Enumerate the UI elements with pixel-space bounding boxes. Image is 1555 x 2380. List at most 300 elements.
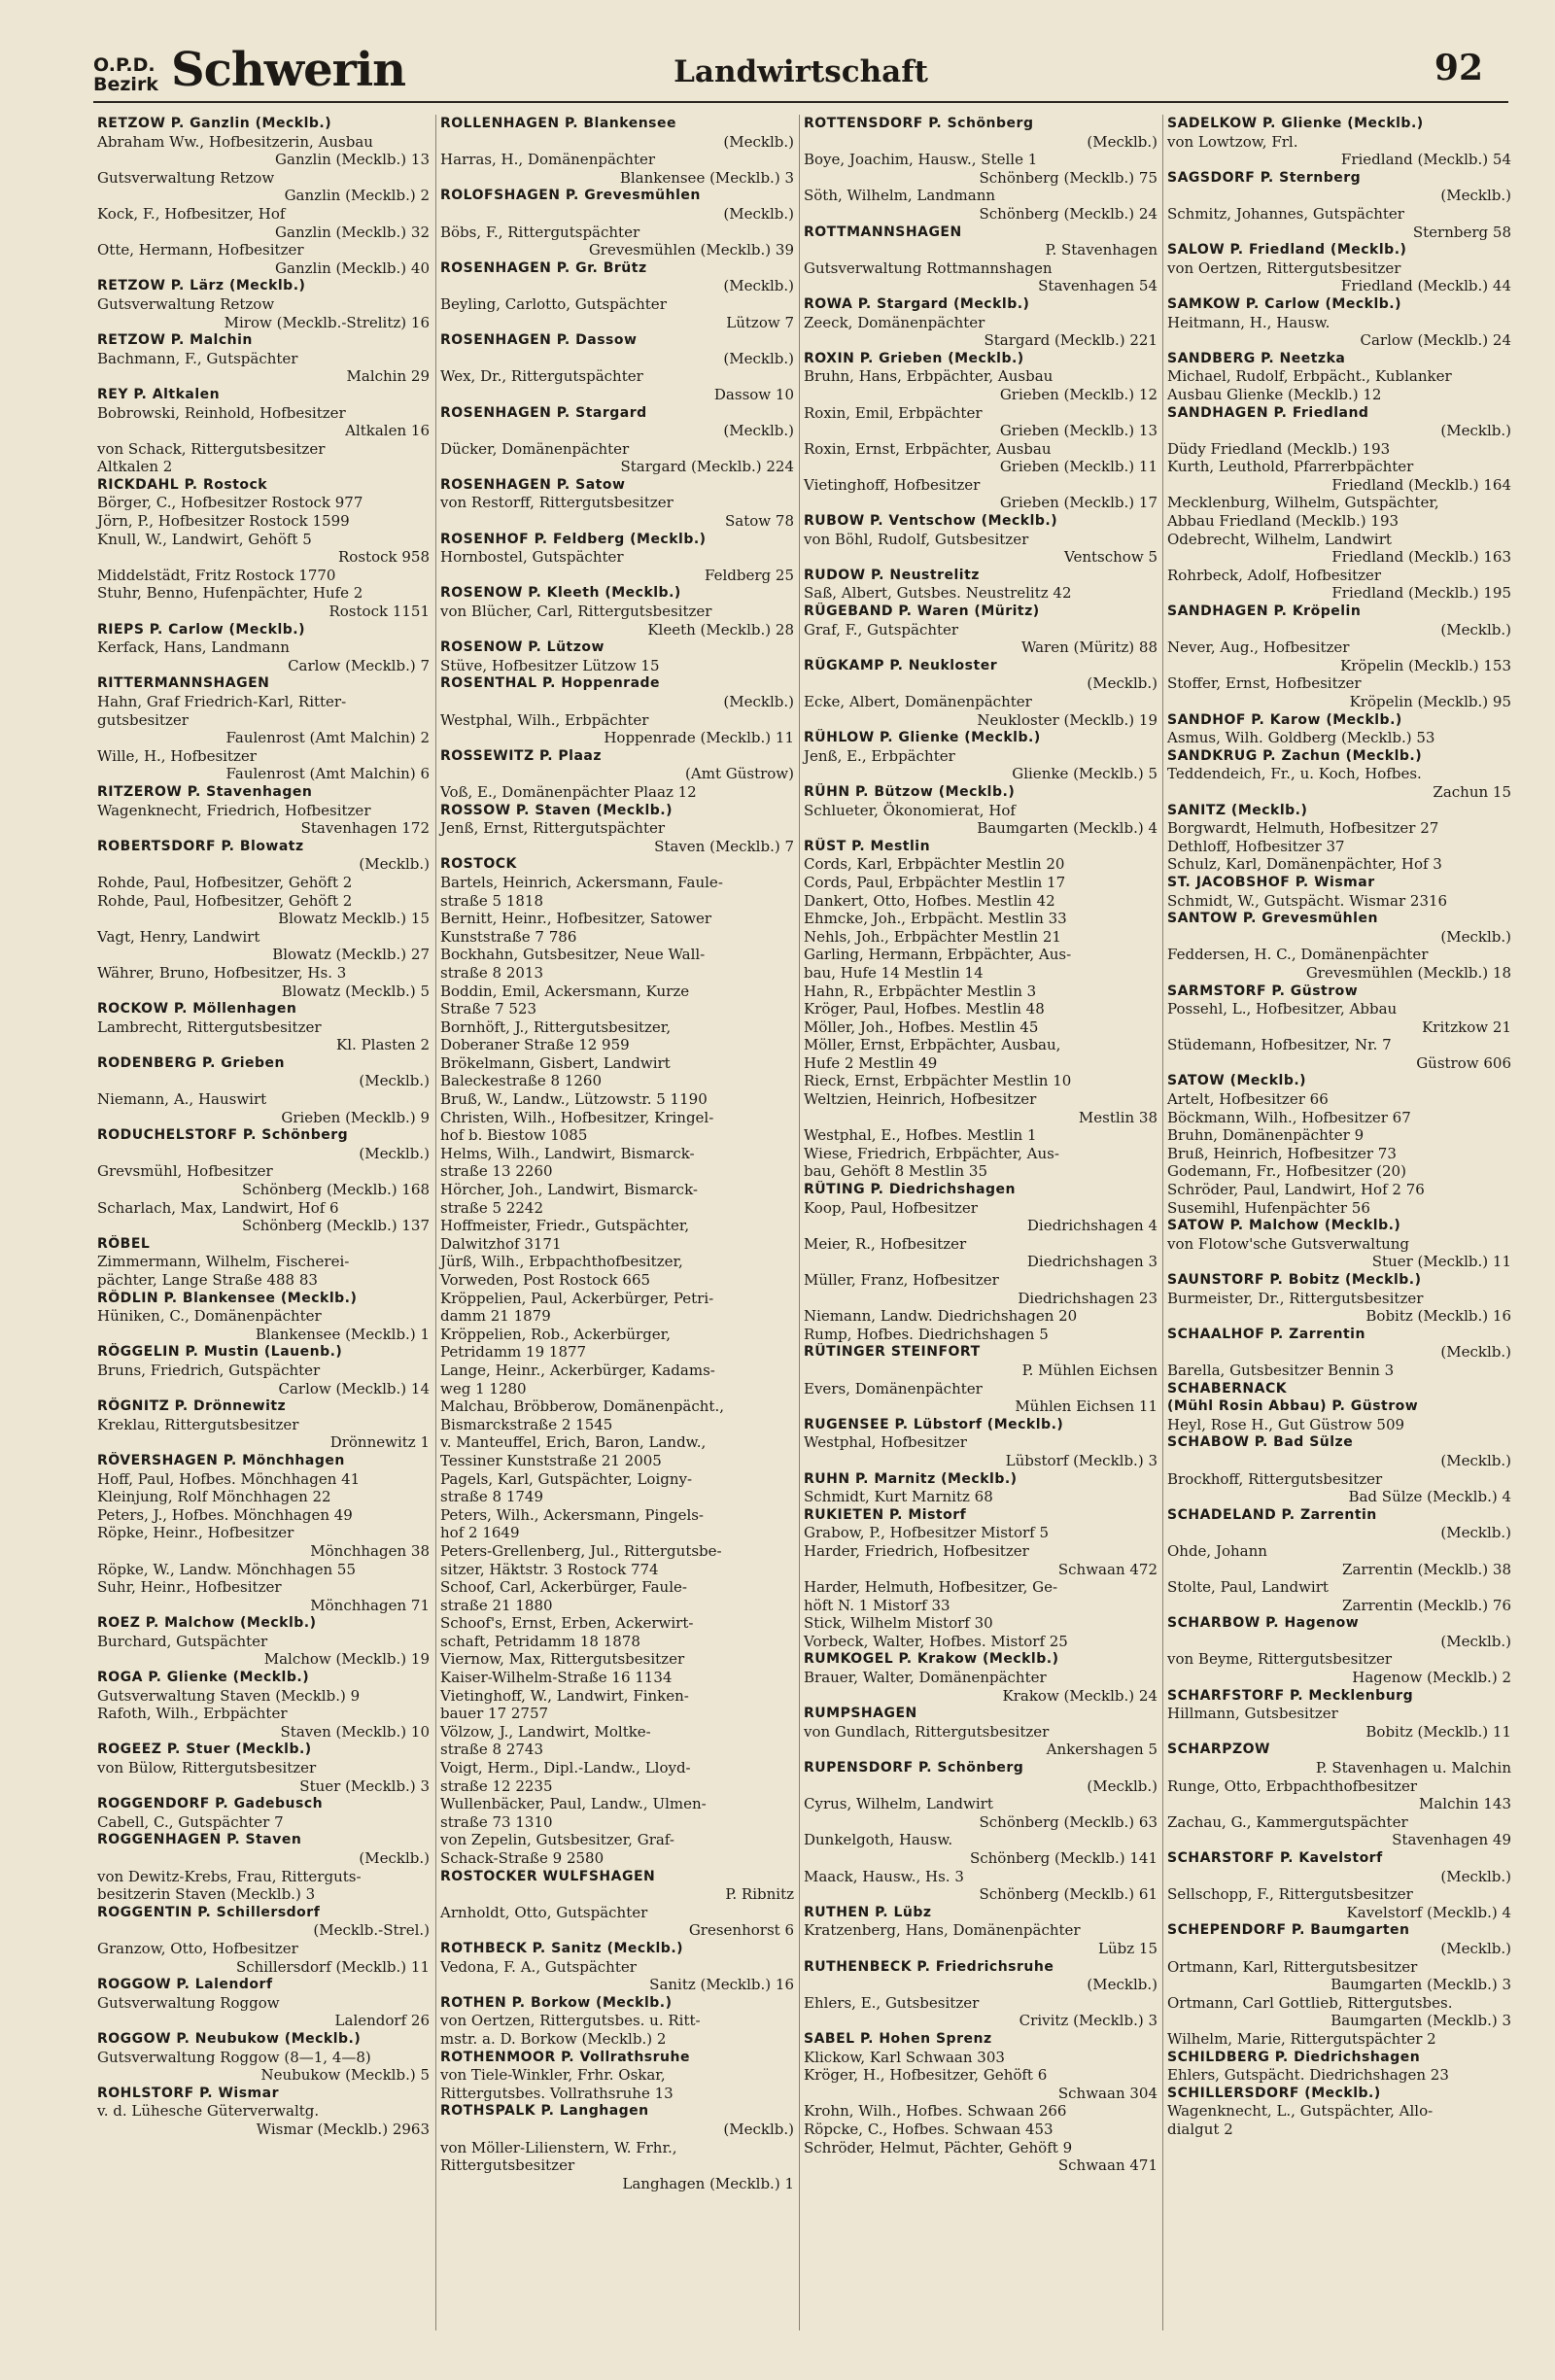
entry-line: von Schack, Rittergutsbesitzer xyxy=(97,439,326,458)
entry-line: Mönchhagen 38 xyxy=(310,1541,430,1560)
place-heading: ROGEEZ P. Stuer (Mecklb.) xyxy=(97,1742,312,1758)
entry-line: Never, Aug., Hofbesitzer xyxy=(1167,638,1350,657)
entry-line: Teddendeich, Fr., u. Koch, Hofbes. xyxy=(1167,765,1422,783)
entry-line: (Mecklb.) xyxy=(723,422,794,440)
place-heading: SAGSDORF P. Sternberg xyxy=(1167,169,1362,186)
entry-line: (Mecklb.) xyxy=(1440,1632,1511,1650)
entry-line: Westphal, Hofbesitzer xyxy=(804,1433,967,1452)
entry-line: Blowatz (Mecklb.) 27 xyxy=(272,946,430,964)
entry-line: Brökelmann, Gisbert, Landwirt xyxy=(440,1053,671,1072)
entry-line: Schwaan 304 xyxy=(1057,2084,1158,2102)
place-heading: SAUNSTORF P. Bobitz (Mecklb.) xyxy=(1167,1272,1422,1288)
entry-line: Friedland (Mecklb.) 164 xyxy=(1331,475,1511,494)
entry-line: Friedland (Mecklb.) 54 xyxy=(1340,151,1511,169)
entry-line: Faulenrost (Amt Malchin) 6 xyxy=(225,765,430,783)
entry-line: Otte, Hermann, Hofbesitzer xyxy=(97,241,304,259)
entry-line: Gutsverwaltung Retzow xyxy=(97,168,275,187)
bezirk-label: Bezirk xyxy=(93,74,158,95)
entry-line: pächter, Lange Straße 488 83 xyxy=(97,1271,318,1289)
entry-line: Susemihl, Hufenpächter 56 xyxy=(1167,1198,1370,1217)
entry-line: Schönberg (Mecklb.) 141 xyxy=(969,1849,1158,1867)
entry-line: Währer, Bruno, Hofbesitzer, Hs. 3 xyxy=(97,963,347,982)
entry-line: Viernow, Max, Rittergutsbesitzer xyxy=(440,1650,685,1669)
place-heading: SCHABERNACK xyxy=(1167,1380,1288,1397)
entry-line: Asmus, Wilh. Goldberg (Mecklb.) 53 xyxy=(1167,729,1435,747)
entry-line: Schlueter, Ökonomierat, Hof xyxy=(804,801,1016,819)
entry-line: Heitmann, H., Hausw. xyxy=(1167,313,1330,331)
entry-line: Schillersdorf (Mecklb.) 11 xyxy=(235,1957,430,1976)
entry-line: bau, Hufe 14 Mestlin 14 xyxy=(804,963,984,982)
place-heading: ROSTOCK xyxy=(440,856,517,873)
entry-line: Granzow, Otto, Hofbesitzer xyxy=(97,1939,298,1957)
entry-line: Diedrichshagen 3 xyxy=(1026,1253,1158,1271)
entry-line: Schröder, Helmut, Pächter, Gehöft 9 xyxy=(804,2138,1073,2156)
entry-line: Möller, Joh., Hofbes. Mestlin 45 xyxy=(804,1018,1039,1036)
entry-line: Rieck, Ernst, Erbpächter Mestlin 10 xyxy=(804,1072,1072,1090)
section-title: Landwirtschaft xyxy=(674,54,928,89)
listing-column-3 xyxy=(799,115,1161,2330)
entry-line: straße 21 1880 xyxy=(440,1596,553,1614)
entry-line: Ehlers, E., Gutsbesitzer xyxy=(804,1993,980,2012)
entry-line: Boye, Joachim, Hausw., Stelle 1 xyxy=(804,151,1038,169)
place-heading: RETZOW P. Malchin xyxy=(97,332,253,349)
entry-line: Lübstorf (Mecklb.) 3 xyxy=(1005,1451,1158,1469)
entry-line: Ganzlin (Mecklb.) 32 xyxy=(275,223,430,241)
entry-line: Hoff, Paul, Hofbes. Mönchhagen 41 xyxy=(97,1469,361,1488)
place-heading: SCHARSTORF P. Kavelstorf xyxy=(1167,1850,1383,1866)
entry-line: Bornhöft, J., Rittergutsbesitzer, xyxy=(440,1018,672,1036)
entry-line: Peters-Grellenberg, Jul., Rittergutsbe- xyxy=(440,1541,722,1560)
entry-line: Böckmann, Wilh., Hofbesitzer 67 xyxy=(1167,1108,1411,1126)
entry-line: Malchin 143 xyxy=(1418,1795,1511,1813)
entry-line: Bobitz (Mecklb.) 11 xyxy=(1365,1722,1511,1741)
entry-line: Waren (Müritz) 88 xyxy=(1020,638,1158,657)
entry-line: Stüdemann, Hofbesitzer, Nr. 7 xyxy=(1167,1036,1392,1054)
entry-line: Zachun 15 xyxy=(1433,782,1511,801)
place-heading: ROGGOW P. Lalendorf xyxy=(97,1977,273,1993)
entry-line: Rohrbeck, Adolf, Hofbesitzer xyxy=(1167,566,1382,584)
entry-line: Ganzlin (Mecklb.) 2 xyxy=(284,187,430,205)
entry-line: Kunststraße 7 786 xyxy=(440,927,577,946)
entry-line: Stolte, Paul, Landwirt xyxy=(1167,1578,1329,1597)
entry-line: Brockhoff, Rittergutsbesitzer xyxy=(1167,1469,1383,1488)
place-heading: RÜTINGER STEINFORT xyxy=(804,1344,981,1361)
entry-line: von Tiele-Winkler, Frhr. Oskar, xyxy=(440,2066,666,2085)
entry-line: Stüve, Hofbesitzer Lützow 15 xyxy=(440,656,660,674)
entry-line: Hornbostel, Gutspächter xyxy=(440,548,624,567)
entry-line: Stuer (Mecklb.) 3 xyxy=(299,1776,430,1795)
place-heading: RÜGEBAND P. Waren (Müritz) xyxy=(804,604,1040,620)
entry-line: P. Mühlen Eichsen xyxy=(1021,1361,1158,1379)
entry-line: Kavelstorf (Mecklb.) 4 xyxy=(1346,1903,1511,1921)
entry-line: Hahn, R., Erbpächter Mestlin 3 xyxy=(804,982,1037,1000)
place-heading: ROSENTHAL P. Hoppenrade xyxy=(440,675,661,692)
entry-line: Rump, Hofbes. Diedrichshagen 5 xyxy=(804,1325,1049,1343)
entry-line: (Mecklb.) xyxy=(1440,620,1511,638)
entry-line: Grevesmühlen (Mecklb.) 39 xyxy=(588,241,794,259)
entry-line: Peters, J., Hofbes. Mönchhagen 49 xyxy=(97,1505,353,1524)
entry-line: Diedrichshagen 23 xyxy=(1018,1289,1158,1307)
entry-line: Cabell, C., Gutspächter 7 xyxy=(97,1812,284,1831)
entry-line: Carlow (Mecklb.) 7 xyxy=(288,656,430,674)
entry-line: (Mecklb.) xyxy=(359,1144,430,1162)
entry-line: Artelt, Hofbesitzer 66 xyxy=(1167,1090,1329,1109)
place-heading: RÖDLIN P. Blankensee (Mecklb.) xyxy=(97,1290,358,1306)
entry-line: Sellschopp, F., Rittergutsbesitzer xyxy=(1167,1885,1413,1904)
entry-line: Stuer (Mecklb.) 11 xyxy=(1371,1253,1511,1271)
entry-line: Vorweden, Post Rostock 665 xyxy=(440,1271,651,1289)
entry-line: Dücker, Domänenpächter xyxy=(440,439,630,458)
entry-line: bau, Gehöft 8 Mestlin 35 xyxy=(804,1162,988,1181)
entry-line: (Mecklb.-Strel.) xyxy=(313,1921,430,1940)
entry-line: Bachmann, F., Gutspächter xyxy=(97,349,298,367)
entry-line: Bockhahn, Gutsbesitzer, Neue Wall- xyxy=(440,946,706,964)
place-heading: SANITZ (Mecklb.) xyxy=(1167,802,1308,818)
entry-line: Dassow 10 xyxy=(713,385,794,403)
entry-line: (Mecklb.) xyxy=(723,277,794,295)
entry-line: weg 1 1280 xyxy=(440,1379,527,1397)
entry-line: Bruß, W., Landw., Lützowstr. 5 1190 xyxy=(440,1090,708,1109)
entry-line: Schönberg (Mecklb.) 61 xyxy=(979,1885,1158,1904)
entry-line: von Restorff, Rittergutsbesitzer xyxy=(440,494,674,512)
entry-line: Bruhn, Hans, Erbpächter, Ausbau xyxy=(804,367,1054,386)
entry-line: Kritzkow 21 xyxy=(1422,1018,1511,1036)
entry-line: Wille, H., Hofbesitzer xyxy=(97,746,257,765)
entry-line: Nehls, Joh., Erbpächter Mestlin 21 xyxy=(804,927,1061,946)
place-heading: SCHABOW P. Bad Sülze xyxy=(1167,1434,1354,1451)
entry-line: Satow 78 xyxy=(725,512,794,531)
place-heading: RUHN P. Marnitz (Mecklb.) xyxy=(804,1470,1018,1487)
entry-line: Borgwardt, Helmuth, Hofbesitzer 27 xyxy=(1167,819,1439,838)
place-heading: SANDKRUG P. Zachun (Mecklb.) xyxy=(1167,747,1423,764)
place-heading: RODUCHELSTORF P. Schönberg xyxy=(97,1127,349,1144)
entry-line: Hagenow (Mecklb.) 2 xyxy=(1352,1669,1511,1687)
entry-line: Börger, C., Hofbesitzer Rostock 977 xyxy=(97,494,363,512)
entry-line: Kleinjung, Rolf Mönchhagen 22 xyxy=(97,1488,331,1506)
entry-line: Völzow, J., Landwirt, Moltke- xyxy=(440,1722,651,1741)
entry-line: Cyrus, Wilhelm, Landwirt xyxy=(804,1795,993,1813)
entry-line: Zarrentin (Mecklb.) 76 xyxy=(1342,1596,1511,1614)
entry-line: Weltzien, Heinrich, Hofbesitzer xyxy=(804,1090,1037,1109)
entry-line: Söth, Wilhelm, Landmann xyxy=(804,187,996,205)
entry-line: Ventschow 5 xyxy=(1064,548,1158,567)
entry-line: Zachau, G., Kammergutspächter xyxy=(1167,1812,1408,1831)
place-heading: RÜHN P. Bützow (Mecklb.) xyxy=(804,783,1016,800)
entry-line: (Mecklb.) xyxy=(723,349,794,367)
entry-line: (Amt Güstrow) xyxy=(685,765,794,783)
entry-line: Neukloster (Mecklb.) 19 xyxy=(977,710,1158,729)
place-heading: ROTHEN P. Borkow (Mecklb.) xyxy=(440,1994,673,2011)
entry-line: Friedland (Mecklb.) 163 xyxy=(1331,548,1511,567)
entry-line: Doberaner Straße 12 959 xyxy=(440,1036,630,1054)
entry-line: Niemann, A., Hauswirt xyxy=(97,1090,267,1109)
entry-line: Kurth, Leuthold, Pfarrerbpächter xyxy=(1167,458,1414,476)
entry-line: von Beyme, Rittergutsbesitzer xyxy=(1167,1650,1393,1669)
place-heading: RUPENSDORF P. Schönberg xyxy=(804,1760,1024,1776)
entry-line: Schönberg (Mecklb.) 63 xyxy=(979,1812,1158,1831)
entry-line: von Böhl, Rudolf, Gutsbesitzer xyxy=(804,530,1029,548)
place-heading: RETZOW P. Lärz (Mecklb.) xyxy=(97,278,306,294)
place-heading: ROGGENTIN P. Schillersdorf xyxy=(97,1904,321,1920)
opd-label: O.P.D. xyxy=(93,54,156,76)
entry-line: (Mecklb.) xyxy=(723,204,794,223)
entry-line: Grabow, P., Hofbesitzer Mistorf 5 xyxy=(804,1524,1050,1542)
entry-line: Sternberg 58 xyxy=(1412,223,1511,241)
entry-line: Kratzenberg, Hans, Domänenpächter xyxy=(804,1921,1081,1940)
entry-line: gutsbesitzer xyxy=(97,710,189,729)
entry-line: Vorbeck, Walter, Hofbes. Mistorf 25 xyxy=(804,1632,1068,1650)
entry-line: (Mecklb.) xyxy=(723,2120,794,2138)
entry-line: Grieben (Mecklb.) 13 xyxy=(999,422,1158,440)
place-heading: ROSTOCKER WULFSHAGEN xyxy=(440,1868,656,1884)
entry-line: Friedland (Mecklb.) 195 xyxy=(1331,584,1511,603)
entry-line: Dethloff, Hofbesitzer 37 xyxy=(1167,837,1345,855)
place-heading: ROHLSTORF P. Wismar xyxy=(97,2085,279,2101)
entry-line: (Mecklb.) xyxy=(1087,1776,1158,1795)
entry-line: Michael, Rudolf, Erbpächt., Kublanker xyxy=(1167,367,1452,386)
entry-line: von Blücher, Carl, Rittergutsbesitzer xyxy=(440,603,712,621)
entry-line: Harder, Friedrich, Hofbesitzer xyxy=(804,1541,1029,1560)
entry-line: Rittergutsbesitzer xyxy=(440,2156,575,2175)
entry-line: Krakow (Mecklb.) 24 xyxy=(1002,1686,1158,1705)
entry-line: Zeeck, Domänenpächter xyxy=(804,313,985,331)
entry-line: Rittergutsbes. Vollrathsruhe 13 xyxy=(440,2084,674,2102)
entry-line: Gutsverwaltung Rottmannshagen xyxy=(804,259,1053,277)
place-heading: ROSENHAGEN P. Satow xyxy=(440,476,626,493)
entry-line: Blankensee (Mecklb.) 3 xyxy=(619,168,794,187)
entry-line: (Mecklb.) xyxy=(359,1072,430,1090)
entry-line: (Mecklb.) xyxy=(359,855,430,874)
entry-line: Abbau Friedland (Mecklb.) 193 xyxy=(1167,512,1400,531)
entry-line: Stargard (Mecklb.) 224 xyxy=(620,458,794,476)
entry-line: Zimmermann, Wilhelm, Fischerei- xyxy=(97,1253,350,1271)
entry-line: Carlow (Mecklb.) 14 xyxy=(278,1379,430,1397)
place-heading: RICKDAHL P. Rostock xyxy=(97,476,268,493)
entry-line: Baumgarten (Mecklb.) 4 xyxy=(977,819,1158,838)
place-heading: SCHILLERSDORF (Mecklb.) xyxy=(1167,2085,1381,2101)
listing-columns xyxy=(93,115,1514,2330)
entry-line: Schack-Straße 9 2580 xyxy=(440,1849,605,1867)
place-heading: ROSSEWITZ P. Plaaz xyxy=(440,747,602,764)
entry-line: (Mecklb.) xyxy=(1440,1451,1511,1469)
entry-line: Westphal, Wilh., Erbpächter xyxy=(440,710,649,729)
entry-line: Wagenknecht, Friedrich, Hofbesitzer xyxy=(97,801,371,819)
entry-line: Rohde, Paul, Hofbesitzer, Gehöft 2 xyxy=(97,891,353,910)
place-heading: RUMPSHAGEN xyxy=(804,1706,917,1722)
entry-line: Kock, F., Hofbesitzer, Hof xyxy=(97,204,286,223)
entry-line: Ortmann, Karl, Rittergutsbesitzer xyxy=(1167,1957,1418,1976)
place-heading: RODENBERG P. Grieben xyxy=(97,1054,286,1071)
entry-line: Bruhn, Domänenpächter 9 xyxy=(1167,1126,1365,1145)
entry-line: Vedona, F. A., Gutspächter xyxy=(440,1957,637,1976)
entry-line: Schönberg (Mecklb.) 137 xyxy=(241,1217,430,1235)
place-heading: RUGENSEE P. Lübstorf (Mecklb.) xyxy=(804,1416,1064,1432)
place-heading: RÖVERSHAGEN P. Mönchhagen xyxy=(97,1452,345,1468)
entry-line: Altkalen 16 xyxy=(345,422,430,440)
entry-line: bauer 17 2757 xyxy=(440,1705,549,1723)
entry-line: von Lowtzow, Frl. xyxy=(1167,132,1298,151)
entry-line: Hörcher, Joh., Landwirt, Bismarck- xyxy=(440,1181,698,1199)
place-heading: SAMKOW P. Carlow (Mecklb.) xyxy=(1167,295,1401,312)
entry-line: Stargard (Mecklb.) 221 xyxy=(984,331,1158,350)
entry-line: Wilhelm, Marie, Rittergutspächter 2 xyxy=(1167,2029,1436,2048)
entry-line: straße 73 1310 xyxy=(440,1812,553,1831)
entry-line: straße 8 1749 xyxy=(440,1488,543,1506)
entry-line: Bobrowski, Reinhold, Hofbesitzer xyxy=(97,403,346,422)
entry-line: von Oertzen, Rittergutsbesitzer xyxy=(1167,259,1401,277)
entry-line: Altkalen 2 xyxy=(97,458,173,476)
entry-line: Blankensee (Mecklb.) 1 xyxy=(255,1325,430,1343)
entry-line: Petridamm 19 1877 xyxy=(440,1343,587,1362)
entry-line: Ehmcke, Joh., Erbpächt. Mestlin 33 xyxy=(804,910,1067,928)
place-heading: RÜST P. Mestlin xyxy=(804,838,931,854)
entry-line: besitzerin Staven (Mecklb.) 3 xyxy=(97,1885,316,1904)
entry-line: Burchard, Gutspächter xyxy=(97,1632,268,1650)
place-heading: SANDHAGEN P. Kröpelin xyxy=(1167,604,1362,620)
entry-line: Schönberg (Mecklb.) 168 xyxy=(241,1181,430,1199)
entry-line: hof b. Biestow 1085 xyxy=(440,1126,588,1145)
entry-line: Staven (Mecklb.) 7 xyxy=(654,837,794,855)
entry-line: von Bülow, Rittergutsbesitzer xyxy=(97,1759,317,1777)
entry-line: Kröger, H., Hofbesitzer, Gehöft 6 xyxy=(804,2066,1048,2085)
entry-line: Böbs, F., Rittergutspächter xyxy=(440,223,640,241)
entry-line: v. Manteuffel, Erich, Baron, Landw., xyxy=(440,1433,707,1452)
place-heading: ROTHSPALK P. Langhagen xyxy=(440,2103,649,2120)
place-heading: ROGGOW P. Neubukow (Mecklb.) xyxy=(97,2030,362,2047)
place-heading: RETZOW P. Ganzlin (Mecklb.) xyxy=(97,116,332,131)
entry-line: Malchow (Mecklb.) 19 xyxy=(263,1650,430,1669)
entry-line: Ohde, Johann xyxy=(1167,1541,1267,1560)
entry-line: Koop, Paul, Hofbesitzer xyxy=(804,1198,978,1217)
entry-line: Niemann, Landw. Diedrichshagen 20 xyxy=(804,1307,1078,1326)
entry-line: Evers, Domänenpächter xyxy=(804,1379,983,1397)
place-heading: RÖGNITZ P. Drönnewitz xyxy=(97,1398,287,1415)
place-heading: RIEPS P. Carlow (Mecklb.) xyxy=(97,621,305,638)
city-title: Schwerin xyxy=(171,43,406,97)
entry-line: Stuhr, Benno, Hufenpächter, Hufe 2 xyxy=(97,584,363,603)
entry-line: Baumgarten (Mecklb.) 3 xyxy=(1330,2012,1511,2030)
entry-line: von Flotow'sche Gutsverwaltung xyxy=(1167,1234,1410,1253)
entry-line: Wiese, Friedrich, Erbpächter, Aus- xyxy=(804,1144,1059,1162)
entry-line: Glienke (Mecklb.) 5 xyxy=(1012,765,1158,783)
entry-line: Dalwitzhof 3171 xyxy=(440,1234,562,1253)
entry-line: Röpke, W., Landw. Mönchhagen 55 xyxy=(97,1560,357,1578)
entry-line: Odebrecht, Wilhelm, Landwirt xyxy=(1167,530,1392,548)
page-number: 92 xyxy=(1434,48,1483,88)
entry-line: Grevesmühlen (Mecklb.) 18 xyxy=(1305,963,1511,982)
entry-line: Baleckestraße 8 1260 xyxy=(440,1072,602,1090)
place-heading: SCHARPZOW xyxy=(1167,1742,1270,1758)
entry-line: Cords, Karl, Erbpächter Mestlin 20 xyxy=(804,855,1065,874)
entry-line: Blowatz (Mecklb.) 5 xyxy=(281,982,430,1000)
place-heading: RUMKOGEL P. Krakow (Mecklb.) xyxy=(804,1651,1059,1668)
entry-line: Rostock 1151 xyxy=(328,603,430,621)
place-heading: ROWA P. Stargard (Mecklb.) xyxy=(804,295,1030,312)
entry-line: Wismar (Mecklb.) 2963 xyxy=(256,2120,430,2138)
entry-line: (Mecklb.) xyxy=(1440,422,1511,440)
entry-line: Heyl, Rose H., Gut Güstrow 509 xyxy=(1167,1415,1405,1433)
entry-line: Barella, Gutsbesitzer Bennin 3 xyxy=(1167,1361,1395,1379)
place-heading: SARMSTORF P. Güstrow xyxy=(1167,983,1359,999)
entry-line: Neubukow (Mecklb.) 5 xyxy=(260,2066,430,2085)
place-heading: ROGGENHAGEN P. Staven xyxy=(97,1832,302,1848)
entry-line: Jörn, P., Hofbesitzer Rostock 1599 xyxy=(97,512,350,531)
entry-line: Grieben (Mecklb.) 12 xyxy=(999,385,1158,403)
entry-line: Wullenbäcker, Paul, Landw., Ulmen- xyxy=(440,1795,707,1813)
place-heading: RÜHLOW P. Glienke (Mecklb.) xyxy=(804,730,1041,746)
entry-line: Graf, F., Gutspächter xyxy=(804,620,959,638)
place-heading: ROEZ P. Malchow (Mecklb.) xyxy=(97,1615,317,1632)
entry-line: Kröppelien, Rob., Ackerbürger, xyxy=(440,1325,671,1343)
entry-line: Tessiner Kunststraße 21 2005 xyxy=(440,1451,662,1469)
entry-line: Burmeister, Dr., Rittergutsbesitzer xyxy=(1167,1289,1424,1307)
entry-line: Cords, Paul, Erbpächter Mestlin 17 xyxy=(804,873,1066,891)
entry-line: Stick, Wilhelm Mistorf 30 xyxy=(804,1614,993,1633)
entry-line: straße 13 2260 xyxy=(440,1162,553,1181)
entry-line: Garling, Hermann, Erbpächter, Aus- xyxy=(804,946,1072,964)
place-heading: RUKIETEN P. Mistorf xyxy=(804,1506,967,1523)
entry-line: mstr. a. D. Borkow (Mecklb.) 2 xyxy=(440,2029,667,2048)
listing-column-2 xyxy=(435,115,798,2330)
entry-line: Middelstädt, Fritz Rostock 1770 xyxy=(97,566,336,584)
entry-line: Kröppelien, Paul, Ackerbürger, Petri- xyxy=(440,1289,714,1307)
entry-line: Röpcke, C., Hofbes. Schwaan 453 xyxy=(804,2120,1054,2138)
entry-line: (Mecklb.) xyxy=(723,693,794,710)
entry-line: Hoppenrade (Mecklb.) 11 xyxy=(604,729,794,747)
place-heading: SCHILDBERG P. Diedrichshagen xyxy=(1167,2049,1421,2065)
place-heading: RITZEROW P. Stavenhagen xyxy=(97,783,313,800)
place-heading: ROLLENHAGEN P. Blankensee xyxy=(440,116,676,131)
entry-line: Mühlen Eichsen 11 xyxy=(1015,1397,1158,1416)
entry-line: (Mecklb.) xyxy=(723,132,794,151)
entry-line: (Mecklb.) xyxy=(1440,927,1511,946)
entry-line: Peters, Wilh., Ackersmann, Pingels- xyxy=(440,1505,705,1524)
entry-line: (Mecklb.) xyxy=(1087,132,1158,151)
entry-line: Schulz, Karl, Domänenpächter, Hof 3 xyxy=(1167,855,1442,874)
entry-line: Rostock 958 xyxy=(338,548,430,567)
entry-line: Gresenhorst 6 xyxy=(688,1921,794,1940)
entry-line: von Dewitz-Krebs, Frau, Ritterguts- xyxy=(97,1867,362,1885)
entry-line: Stoffer, Ernst, Hofbesitzer xyxy=(1167,674,1362,693)
entry-line: Schönberg (Mecklb.) 75 xyxy=(979,168,1158,187)
entry-line: P. Stavenhagen u. Malchin xyxy=(1315,1759,1511,1777)
place-heading: ROSENOW P. Kleeth (Mecklb.) xyxy=(440,585,681,602)
entry-line: Feddersen, H. C., Domänenpächter xyxy=(1167,946,1429,964)
entry-line: Mirow (Mecklb.-Strelitz) 16 xyxy=(224,313,430,331)
entry-line: P. Stavenhagen xyxy=(1045,241,1158,259)
entry-line: Schoof's, Ernst, Erben, Ackerwirt- xyxy=(440,1614,694,1633)
entry-line: Vietinghoff, W., Landwirt, Finken- xyxy=(440,1686,689,1705)
place-heading: RUTHEN P. Lübz xyxy=(804,1904,932,1920)
entry-line: Mecklenburg, Wilhelm, Gutspächter, xyxy=(1167,494,1439,512)
entry-line: Gutsverwaltung Roggow xyxy=(97,1993,280,2012)
entry-line: sitzer, Häktstr. 3 Rostock 774 xyxy=(440,1560,659,1578)
entry-line: Langhagen (Mecklb.) 1 xyxy=(622,2174,794,2192)
entry-line: Stavenhagen 172 xyxy=(300,819,430,838)
place-heading: RUBOW P. Ventschow (Mecklb.) xyxy=(804,513,1058,530)
entry-line: Mestlin 38 xyxy=(1078,1108,1158,1126)
entry-line: Meier, R., Hofbesitzer xyxy=(804,1234,967,1253)
entry-line: von Oertzen, Rittergutsbes. u. Ritt- xyxy=(440,2012,701,2030)
entry-line: Rafoth, Wilh., Erbpächter xyxy=(97,1705,288,1723)
entry-line: (Mecklb.) xyxy=(1087,1976,1158,1994)
entry-line: Scharlach, Max, Landwirt, Hof 6 xyxy=(97,1198,339,1217)
place-heading: ROSENOW P. Lützow xyxy=(440,639,605,656)
place-heading: ROXIN P. Grieben (Mecklb.) xyxy=(804,350,1024,366)
place-heading: SANTOW P. Grevesmühlen xyxy=(1167,911,1378,927)
place-heading: RÖBEL xyxy=(97,1235,151,1252)
entry-line: Kleeth (Mecklb.) 28 xyxy=(647,620,794,638)
